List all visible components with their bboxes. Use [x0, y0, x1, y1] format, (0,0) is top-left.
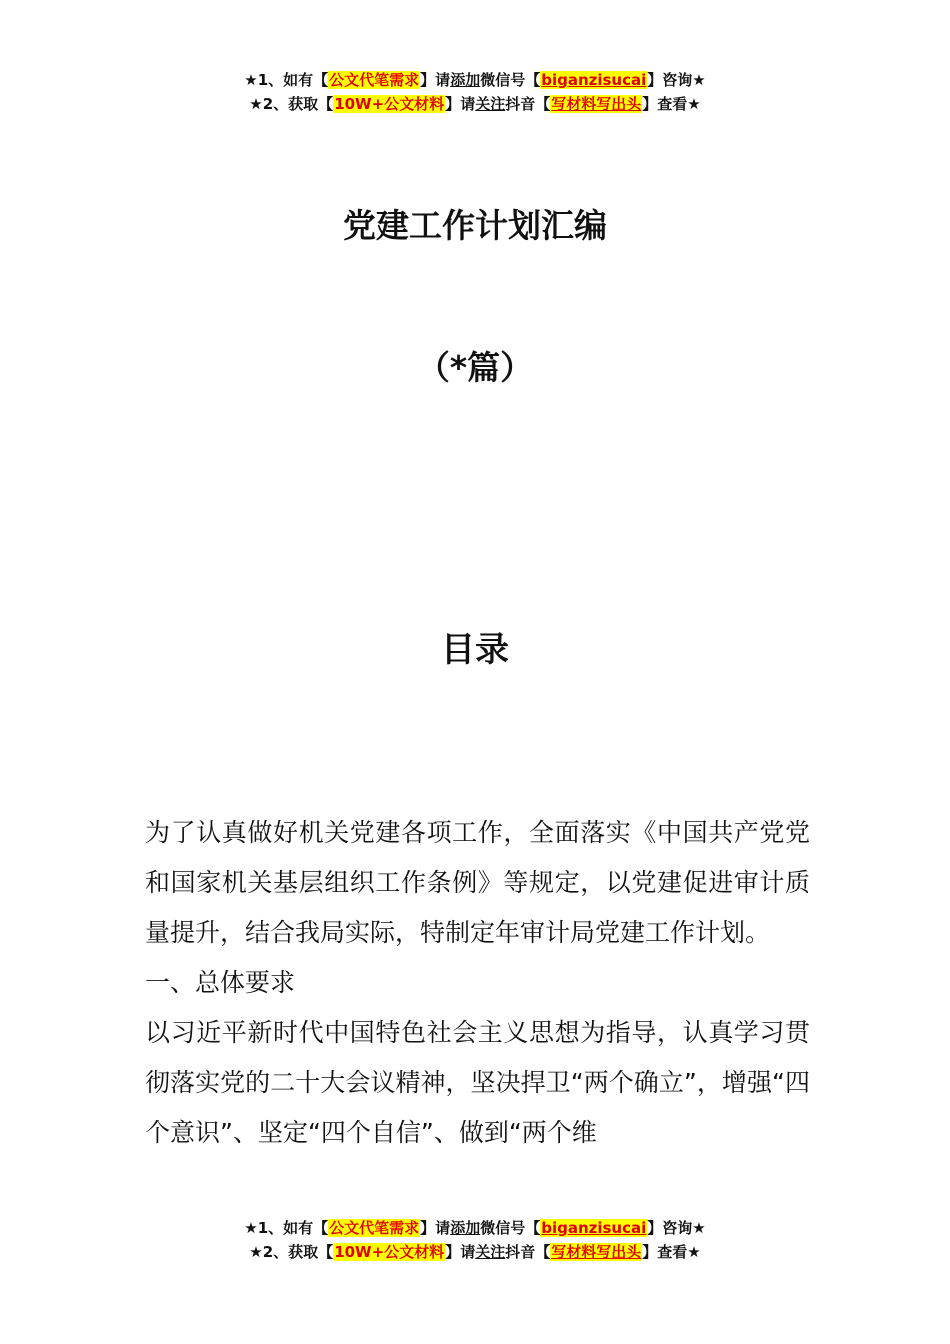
- banner-douyin-id: 写材料写出头: [551, 1243, 642, 1261]
- banner-text: 】咨询★: [647, 71, 706, 89]
- banner-line-2: [0, 1240, 950, 1264]
- banner-text: ★2、获取【: [249, 95, 334, 113]
- banner-text: 】请: [445, 1243, 476, 1261]
- banner-line-1: [0, 1216, 950, 1240]
- top-banner: [0, 68, 950, 116]
- banner-highlight: 10W+公文材料: [334, 95, 445, 113]
- banner-underline: 添加: [450, 1219, 481, 1237]
- paragraph-requirements: 以习近平新时代中国特色社会主义思想为指导，认真学习贯彻落实党的二十大会议精神，坚决捍卫“两个确立”，增强“四个意识”、坚定“四个自信”、做到“两个维: [145, 1018, 810, 1147]
- banner-text: 抖音【: [505, 1243, 551, 1261]
- bottom-banner: [0, 1216, 950, 1264]
- banner-douyin-id: 写材料写出头: [551, 95, 642, 113]
- document-subtitle: （*篇）: [416, 348, 534, 387]
- banner-text: ★1、如有【: [244, 71, 329, 89]
- banner-text: 】咨询★: [647, 1219, 706, 1237]
- banner-highlight: 公文代笔需求: [329, 71, 420, 89]
- banner-text: 】请: [445, 95, 476, 113]
- section-heading: 一、总体要求: [145, 968, 296, 997]
- banner-text: ★2、获取【: [249, 1243, 334, 1261]
- banner-highlight: 10W+公文材料: [334, 1243, 445, 1261]
- banner-underline: 关注: [475, 1243, 506, 1261]
- paragraph-intro: 为了认真做好机关党建各项工作，全面落实《中国共产党党和国家机关基层组织工作条例》等规定，以党建促进审计质量提升，结合我局实际，特制定年审计局党建工作计划。: [145, 818, 810, 947]
- banner-text: 抖音【: [505, 95, 551, 113]
- banner-line-2: [0, 92, 950, 116]
- banner-underline: 关注: [475, 95, 506, 113]
- banner-text: 微信号【: [480, 71, 541, 89]
- banner-line-1: [0, 68, 950, 92]
- banner-text: 】请: [420, 71, 451, 89]
- banner-wechat-id: biganzisucai: [541, 1219, 647, 1237]
- banner-text: 】查看★: [642, 95, 701, 113]
- document-body: [145, 808, 810, 1158]
- banner-text: 】查看★: [642, 1243, 701, 1261]
- banner-text: ★1、如有【: [244, 1219, 329, 1237]
- banner-text: 微信号【: [480, 1219, 541, 1237]
- banner-underline: 添加: [450, 71, 481, 89]
- banner-text: 】请: [420, 1219, 451, 1237]
- toc-heading: 目录: [441, 630, 509, 670]
- banner-highlight: 公文代笔需求: [329, 1219, 420, 1237]
- document-title: 党建工作计划汇编: [343, 206, 607, 245]
- banner-wechat-id: biganzisucai: [541, 71, 647, 89]
